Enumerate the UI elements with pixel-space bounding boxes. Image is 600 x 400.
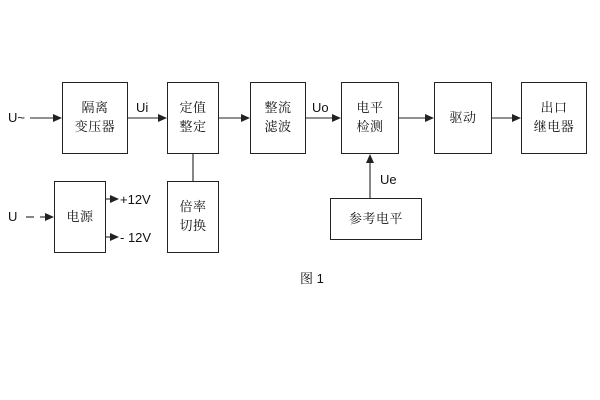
block-drive bbox=[434, 82, 492, 154]
block-level-detection bbox=[341, 82, 399, 154]
block-line: 电平 bbox=[356, 100, 384, 116]
block-line: 变压器 bbox=[74, 119, 116, 134]
figure-caption: 图 1 bbox=[300, 271, 324, 286]
label-supply-minus-12v: - 12V bbox=[120, 230, 152, 245]
block-isolation-transformer bbox=[62, 82, 128, 154]
label-supply-plus-12v: +12V bbox=[120, 192, 151, 207]
label-input-u-dc: U bbox=[8, 209, 18, 224]
label-input-u-ac: U~ bbox=[8, 110, 25, 125]
block-line: 驱动 bbox=[449, 109, 477, 125]
label-signal-ue: Ue bbox=[380, 172, 397, 187]
block-line: 出口 bbox=[540, 100, 568, 116]
block-line: 隔离 bbox=[81, 100, 109, 116]
block-power-supply bbox=[54, 181, 106, 253]
block-line: 滤波 bbox=[264, 119, 292, 134]
block-rectifier-filter bbox=[250, 82, 306, 154]
block-line: 参考电平 bbox=[348, 210, 403, 226]
block-line: 电源 bbox=[66, 208, 94, 224]
label-signal-uo: Uo bbox=[312, 100, 329, 115]
block-multiplier-switch bbox=[167, 181, 219, 253]
block-line: 倍率 bbox=[179, 199, 207, 215]
label-signal-ui: Ui bbox=[136, 100, 149, 115]
block-line: 继电器 bbox=[533, 119, 575, 134]
block-output-relay bbox=[521, 82, 587, 154]
block-reference-level bbox=[330, 198, 422, 240]
block-line: 切换 bbox=[179, 218, 207, 233]
block-fixed-value-setting bbox=[167, 82, 219, 154]
block-line: 检测 bbox=[356, 119, 384, 134]
block-line: 整流 bbox=[264, 100, 292, 116]
block-line: 整定 bbox=[179, 119, 207, 134]
block-line: 定值 bbox=[179, 100, 207, 116]
